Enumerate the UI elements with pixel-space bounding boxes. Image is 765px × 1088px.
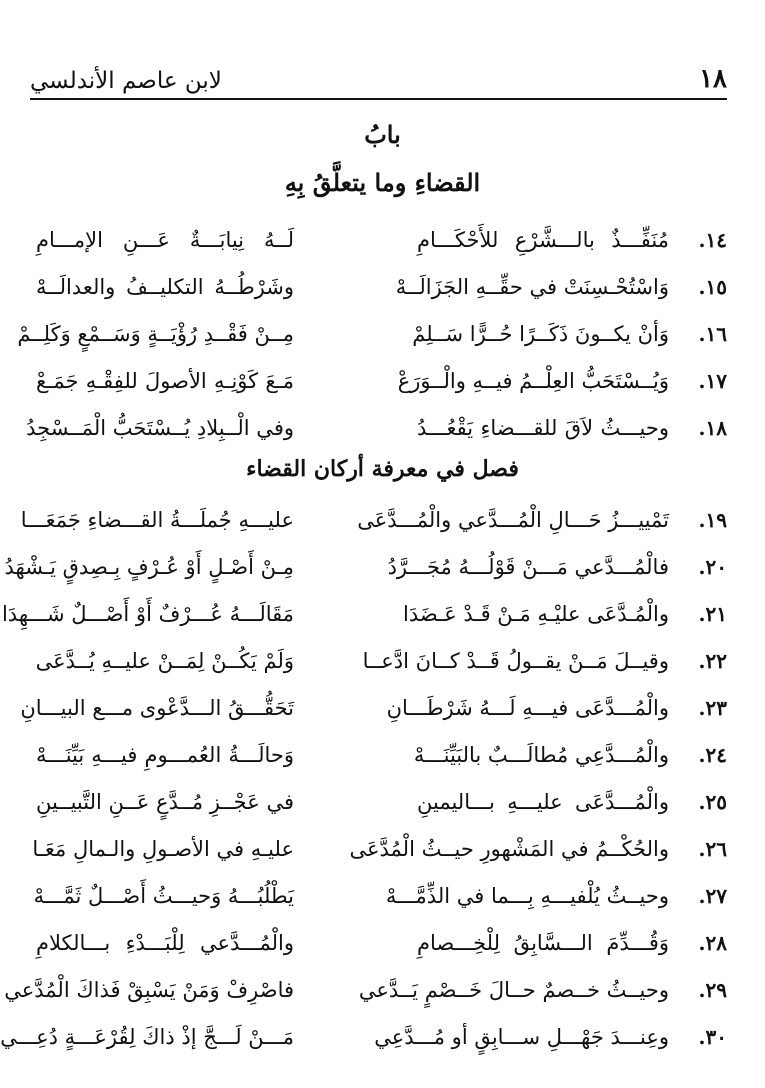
second-hemistich: فاصْرِفْ وَمَنْ يَسْبِقْ فَذاكَ الْمُدَّعي bbox=[4, 977, 294, 1002]
verse-number: ٢٦. bbox=[698, 836, 727, 861]
first-hemistich: وحيـــثُ لاَقَ للقـــضاءِ يَقْعُـــدُ bbox=[417, 415, 669, 440]
verse bbox=[32, 825, 727, 872]
first-hemistich: مُنَفِّـــذٌ بالـــشَّرْعِ للأَحْكَـــامِ bbox=[417, 227, 669, 252]
first-hemistich: وعِنـــدَ جَهْـــلِ ســـابِقٍ أو مُـــدَّعِي bbox=[374, 1024, 669, 1049]
first-hemistich: فالْمُـــدَّعي مَـــنْ قَوْلُـــهُ مُجَـــرَّدُ bbox=[387, 554, 669, 579]
verse bbox=[36, 357, 727, 404]
verse-number: ١٩. bbox=[698, 507, 727, 532]
verse-number: ٢٠. bbox=[698, 554, 727, 579]
verse bbox=[36, 216, 727, 263]
page-number: ١٨ bbox=[699, 64, 727, 94]
verse-list-1 bbox=[17, 216, 727, 451]
verse-number: ١٨. bbox=[698, 415, 727, 440]
verse bbox=[26, 404, 727, 451]
verse-number: ٢٥. bbox=[698, 789, 727, 814]
first-hemistich: وقيــلَ مَــنْ يقــولُ قَــدْ كــانَ ادَّعــا bbox=[362, 648, 669, 673]
second-hemistich: في عَجْــزِ مُــدَّعٍ عَــنِ التَّبيــينِ bbox=[35, 789, 294, 814]
second-hemistich: عليـهِ في الأصـولِ والـمالِ مَعَـا bbox=[32, 836, 294, 861]
verse bbox=[36, 637, 727, 684]
second-hemistich: يَطْلُبُـــهُ وَحيـــثُ أَصْـــلٌ ثَمَّـــهْ bbox=[33, 883, 294, 908]
second-hemistich: عليـــهِ جُملَـــةُ القـــضاءِ جَمَعَـــا bbox=[20, 507, 294, 532]
verse bbox=[1, 590, 727, 637]
first-hemistich: والْمُـــدَّعَى فيـــهِ لَـــهُ شَرْطَـــانِ bbox=[386, 695, 669, 720]
verse-number: ١٧. bbox=[698, 368, 727, 393]
verse bbox=[0, 1013, 727, 1060]
verse bbox=[4, 966, 727, 1013]
second-hemistich: وَلَمْ يَكُــنْ لِمَــنْ عليــهِ يُــدَّعَى bbox=[35, 648, 294, 673]
verse bbox=[36, 919, 727, 966]
verse bbox=[17, 310, 727, 357]
chapter-subtitle: القضاءِ وما يتعلَّقُ بِهِ bbox=[284, 168, 481, 197]
first-hemistich: وَقُـــدِّمَ الـــسَّابِقُ لِلْخِـــصامِ bbox=[417, 930, 669, 955]
second-hemistich: تَحَقُّـــقُ الـــدَّعْوى مـــع البيـــانِ bbox=[20, 695, 294, 720]
verse bbox=[36, 263, 727, 310]
first-hemistich: وحيــثُ يُلْفيـــهِ بِـــما في الذِّمَّـــهْ bbox=[385, 883, 669, 908]
verse-number: ٢١. bbox=[698, 601, 727, 626]
verse bbox=[20, 496, 727, 543]
verse-number: ٣٠. bbox=[698, 1024, 727, 1049]
second-hemistich: مِـنْ أَصْـلٍ أَوْ عُـرْفٍ بِـصِدقٍ يَـشْهَدُ bbox=[4, 554, 294, 579]
page-header bbox=[30, 58, 727, 98]
first-hemistich: وَأنْ يكــونَ ذَكَــرًا حُــرًّا سَــلِمْ bbox=[412, 321, 669, 346]
verse bbox=[36, 731, 727, 778]
verse-number: ١٦. bbox=[698, 321, 727, 346]
second-hemistich: وفي الْــبِلادِ يُــسْتَحَبُّ الْمَــسْجِدُ bbox=[26, 415, 294, 440]
verse bbox=[20, 684, 727, 731]
running-title: لابن عاصم الأندلسي bbox=[30, 68, 222, 94]
first-hemistich: والْمُـــدَّعَى عليـــهِ بـــاليمينِ bbox=[417, 789, 669, 814]
verse-number: ٢٨. bbox=[698, 930, 727, 955]
first-hemistich: والْمُـدَّعَى عليْـهِ مَـنْ قَـدْ عَـضَدَا bbox=[402, 601, 669, 626]
section-title: فصل في معرفة أركان القضاء bbox=[246, 456, 519, 482]
verse-number: ٢٣. bbox=[698, 695, 727, 720]
second-hemistich: مَـعَ كَوْنِـهِ الأصولَ للفِقْـهِ جَمَـعْ bbox=[36, 368, 294, 393]
first-hemistich: وَاسْتُحْـسِنَتْ في حقِّــهِ الجَزَالَــهْ bbox=[395, 274, 669, 299]
first-hemistich: والْمُـــدَّعِي مُطالَـــبٌ بالبَيِّنَـــهْ bbox=[413, 742, 669, 767]
verse bbox=[33, 872, 727, 919]
verse-number: ٢٧. bbox=[698, 883, 727, 908]
verse-list-2 bbox=[0, 496, 727, 1060]
second-hemistich: مَقَالَـــهُ عُـــرْفٌ أَوْ أَصْـــلٌ شَـــهِدَا bbox=[1, 601, 294, 626]
first-hemistich: تَمْييـــزُ حَـــالِ الْمُـــدَّعي والْمُـــدَّعَى bbox=[357, 507, 669, 532]
verse-number: ١٥. bbox=[698, 274, 727, 299]
second-hemistich: لَــهُ نِيابَـــةٌ عَـــنِ الإمـــامِ bbox=[36, 227, 294, 252]
first-hemistich: وَيُــسْتَحَبُّ العِلْــمُ فيــهِ والْــوَرَعْ bbox=[397, 368, 669, 393]
second-hemistich: مَـــنْ لَـــجَّ إذْ ذاكَ لِقُرْعَـــةٍ دُعِـــي bbox=[0, 1024, 294, 1049]
verse bbox=[4, 543, 727, 590]
second-hemistich: وَحالَـــةُ العُمـــومِ فيـــهِ بَيِّنَـــهْ bbox=[36, 742, 294, 767]
header-rule bbox=[30, 98, 727, 100]
first-hemistich: وحيــثُ خــصمٌ حــالَ خَــصْمٍ يَــدَّعي bbox=[358, 977, 669, 1002]
verse-number: ٢٢. bbox=[698, 648, 727, 673]
second-hemistich: والْمُـــدَّعي لِلْبَـــدْءِ بـــالكلامِ bbox=[36, 930, 294, 955]
verse-number: ١٤. bbox=[698, 227, 727, 252]
verse-number: ٢٩. bbox=[698, 977, 727, 1002]
chapter-title: بابُ bbox=[364, 120, 401, 149]
verse bbox=[36, 778, 727, 825]
verse-number: ٢٤. bbox=[698, 742, 727, 767]
second-hemistich: مِــنْ فَقْــدِ رُؤْيَــةٍ وَسَــمْعٍ وَكَلِــمْ bbox=[17, 321, 294, 346]
first-hemistich: والحُكْــمُ في المَشْهورِ حيــثُ الْمُدَّعَى bbox=[349, 836, 669, 861]
second-hemistich: وشَرْطُــهُ التكليــفُ والعدالَــهْ bbox=[36, 274, 294, 299]
